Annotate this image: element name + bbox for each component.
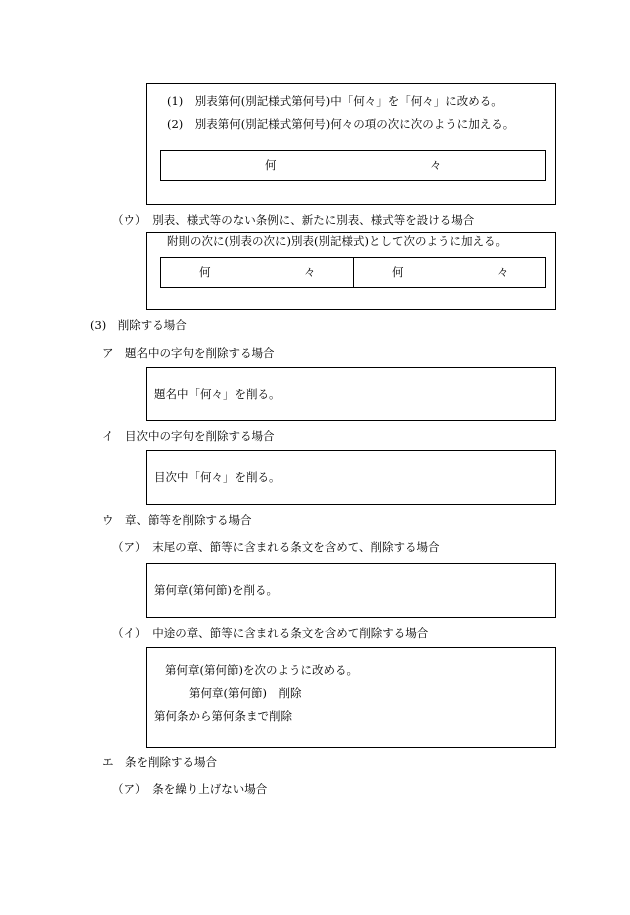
box2-table-cell-1 xyxy=(161,258,353,287)
box6-line-2: 第何章(第何節) 削除 xyxy=(189,686,302,700)
amendment-example-box-4 xyxy=(146,450,556,505)
box2-cell2-left-char: 何 xyxy=(392,265,404,279)
heading-u: （ウ） 別表、様式等のない条例に、新たに別表、様式等を設ける場合 xyxy=(112,213,475,227)
box4-text: 目次中「何々」を削る。 xyxy=(154,470,281,484)
box2-line-1: 附則の次に(別表の次に)別表(別記様式)として次のように加える。 xyxy=(167,234,507,248)
heading-i: イ 目次中の字句を削除する場合 xyxy=(102,429,275,443)
box1-table-right-char: 々 xyxy=(430,158,442,172)
box2-cell1-left-char: 何 xyxy=(199,265,211,279)
box5-text: 第何章(第何節)を削る。 xyxy=(154,583,278,597)
box3-text: 題名中「何々」を削る。 xyxy=(154,387,281,401)
box2-cell2-right-char: 々 xyxy=(497,265,509,279)
box2-table-cell-2 xyxy=(353,258,545,287)
heading-e-a: （ア） 条を繰り上げない場合 xyxy=(112,782,268,796)
box1-table-left-char: 何 xyxy=(265,158,277,172)
heading-u2-a: （ア） 末尾の章、節等に含まれる条文を含めて、削除する場合 xyxy=(112,540,440,554)
heading-a: ア 題名中の字句を削除する場合 xyxy=(102,346,275,360)
box1-line-2: (2) 別表第何(別記様式第何号)何々の項の次に次のように加える。 xyxy=(167,117,515,131)
heading-u2-i: （イ） 中途の章、節等に含まれる条文を含めて削除する場合 xyxy=(112,626,429,640)
amendment-example-box-2 xyxy=(146,232,556,310)
amendment-example-box-6 xyxy=(146,647,556,748)
box1-line-1: (1) 別表第何(別記様式第何号)中「何々」を「何々」に改める。 xyxy=(167,94,503,108)
box2-cell1-right-char: 々 xyxy=(304,265,316,279)
amendment-example-box-1 xyxy=(146,83,556,205)
box1-table xyxy=(160,150,546,181)
amendment-example-box-5 xyxy=(146,563,556,618)
box6-line-1: 第何章(第何節)を次のように改める。 xyxy=(165,663,358,677)
amendment-example-box-3 xyxy=(146,367,556,421)
box2-table xyxy=(160,257,546,288)
box6-line-3: 第何条から第何条まで削除 xyxy=(154,709,292,723)
heading-e: エ 条を削除する場合 xyxy=(102,755,217,769)
heading-u2: ウ 章、節等を削除する場合 xyxy=(102,513,252,527)
section-3-heading: (3) 削除する場合 xyxy=(90,318,187,332)
